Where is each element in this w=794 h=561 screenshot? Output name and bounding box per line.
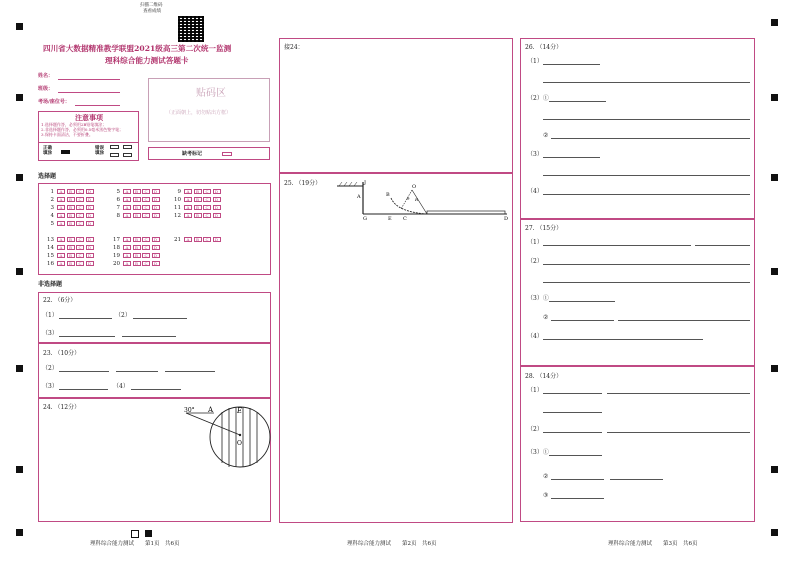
choice-bubble[interactable]: B [67,237,75,242]
hatch [349,182,352,186]
choice-bubble[interactable]: D [86,213,94,218]
q22-blank-2[interactable] [133,318,187,319]
choice-bubble[interactable]: A [123,245,131,250]
q28-title: 28. （14分） [525,373,563,380]
page-marker-solid [145,530,152,537]
choice-question-number: 15 [47,252,54,259]
q26-blank-2[interactable] [549,101,606,102]
choice-question-number: 7 [116,204,120,211]
q24-continued-box[interactable] [279,38,513,173]
q28-blank-3b[interactable] [551,479,604,480]
choice-question-number: 13 [47,236,54,243]
q22-blank-label: （1） [42,312,58,319]
page-footer: 理科综合能力测试 第2页 共6页 [347,541,437,547]
choice-bubble[interactable]: B [133,197,141,202]
q27-blank-label: ② [543,314,549,321]
choice-question-number: 16 [47,260,54,267]
choice-bubble[interactable]: B [194,213,202,218]
timing-mark [16,94,23,101]
q26-blank-2c[interactable] [551,138,750,139]
q22-blank-label: （3） [42,330,58,337]
q24-figure [184,403,284,473]
choice-bubble[interactable]: B [67,197,75,202]
choice-bubble[interactable]: D [152,237,160,242]
choice-bubble[interactable]: A [123,189,131,194]
choice-question-row [111,260,161,267]
q26-blank-1b[interactable] [543,82,750,83]
choice-bubble[interactable]: D [86,261,94,266]
timing-mark [771,529,778,536]
choice-bubble[interactable]: A [57,221,65,226]
page-title: 四川省大数据精准教学联盟2021级高三第二次统一监测 [43,44,232,53]
choice-bubble[interactable]: B [133,213,141,218]
choice-bubble[interactable]: C [203,213,211,218]
q28-blank-label: ③ [543,492,549,499]
choice-bubble[interactable]: B [194,197,202,202]
choice-bubble[interactable]: B [194,237,202,242]
q25-figure [335,176,510,226]
q23-box [38,343,271,398]
q28-blank-2b[interactable] [607,432,750,433]
section-non-choice-title: 非选择题 [38,281,63,288]
choice-bubble[interactable]: A [184,197,192,202]
choice-bubble[interactable]: A [123,237,131,242]
choice-question-row [111,212,161,219]
wrong-fill-label: 错误填涂 [95,146,104,156]
notes-box [38,111,139,161]
choice-bubble[interactable]: D [152,189,160,194]
q27-blank-2[interactable] [543,264,750,265]
absent-label: 缺考标记 [182,151,203,157]
choice-question-number: 2 [50,196,54,203]
q28-blank-3c[interactable] [610,479,663,480]
choice-bubble[interactable]: C [203,205,211,210]
name-field[interactable] [58,79,120,80]
q27-blank-1b[interactable] [695,245,750,246]
choice-question-row [111,188,161,195]
q26-blank-label: （1） [527,58,543,65]
page-footer: 理科综合能力测试 第3页 共6页 [608,541,698,547]
label-d: D [504,216,509,222]
choice-bubble[interactable]: B [67,253,75,258]
choice-question-row [111,252,161,259]
timing-mark [771,19,778,26]
field-e-label: E [237,407,243,415]
choice-bubble[interactable]: B [133,205,141,210]
q26-blank-label: （2）① [527,95,549,102]
q26-blank-label: ② [543,132,549,139]
choice-bubble[interactable]: D [152,197,160,202]
label-c: C [403,216,407,222]
choice-bubble[interactable]: A [123,253,131,258]
choice-bubble[interactable]: A [184,237,192,242]
q26-blank-1[interactable] [543,64,600,65]
choice-question-number: 11 [174,204,181,211]
page-subtitle: 理科综合能力测试答题卡 [105,56,189,65]
choice-bubble[interactable]: C [76,205,84,210]
timing-mark [771,174,778,181]
q25-box[interactable] [279,173,513,523]
q27-blank-3b[interactable] [551,320,614,321]
choice-bubble[interactable]: D [86,245,94,250]
choice-question-row [45,204,95,211]
notes-title: 注意事项 [75,113,103,122]
q27-blank-label: （2） [527,258,543,265]
choice-bubble[interactable]: D [86,221,94,226]
choice-question-row [172,212,222,219]
choice-bubble[interactable]: B [67,245,75,250]
choice-bubble[interactable]: C [142,261,150,266]
qr-code-icon [178,16,204,42]
choice-bubble[interactable]: D [213,205,221,210]
q23-blank-3[interactable] [165,371,215,372]
q22-blank-3[interactable] [59,336,115,337]
q23-blank-1[interactable] [59,371,109,372]
choice-question-number: 8 [116,212,120,219]
choice-question-number: 21 [174,236,181,243]
choice-bubble[interactable]: B [67,261,75,266]
page-footer: 理科综合能力测试 第1页 共6页 [90,541,180,547]
correct-fill-sample [61,150,70,154]
timing-mark [771,94,778,101]
barcode-title: 贴码区 [196,88,226,99]
q28-blank-3[interactable] [549,455,602,456]
choice-bubble[interactable]: C [76,253,84,258]
choice-question-number: 1 [50,188,54,195]
hatch [339,182,342,186]
wrong-fill-sample [123,145,132,149]
label-g: G [363,216,367,222]
choice-bubble[interactable]: A [184,205,192,210]
q23-blank-label: （2） [42,365,58,372]
choice-bubble[interactable]: B [133,261,141,266]
choice-bubble[interactable]: D [86,253,94,258]
class-label: 班级： [38,86,54,92]
wrong-fill-sample [110,145,119,149]
choice-bubble[interactable]: C [142,213,150,218]
q28-blank-1b[interactable] [607,393,750,394]
choice-question-number: 9 [177,188,181,195]
choice-bubble[interactable]: A [57,245,65,250]
q28-blank-2[interactable] [543,432,602,433]
choice-bubble[interactable]: B [67,205,75,210]
choice-question-number: 19 [113,252,120,259]
section-choice-title: 选择题 [38,173,57,180]
hatch [344,182,347,186]
choice-question-row [111,196,161,203]
q24-continued-title: 接24： [284,44,304,51]
label-o: O [412,184,417,190]
q26-box [520,38,755,219]
timing-mark [771,268,778,275]
timing-mark [771,466,778,473]
label-j: J [364,180,367,186]
correct-fill-label: 正确填涂 [43,146,52,156]
choice-bubble[interactable]: D [152,245,160,250]
q27-blank-4[interactable] [543,339,703,340]
choice-bubble[interactable]: D [152,205,160,210]
choice-bubble[interactable]: A [57,189,65,194]
choice-bubble[interactable]: B [67,213,75,218]
q28-blank-label: （1） [527,387,543,394]
choice-bubble[interactable]: A [57,237,65,242]
choice-question-row [111,244,161,251]
q27-title: 27. （15分） [525,225,563,232]
q26-blank-3[interactable] [543,157,600,158]
q27-blank-3c[interactable] [618,320,750,321]
timing-mark [771,365,778,372]
exam-seat-field[interactable] [75,105,120,106]
q27-blank-label: （3）① [527,295,549,302]
label-a: A [357,194,361,200]
choice-question-row [111,204,161,211]
class-field[interactable] [58,92,120,93]
choice-question-number: 18 [113,244,120,251]
timing-mark [16,268,23,275]
angle-label: 30° [184,407,195,414]
choice-bubble[interactable]: D [86,189,94,194]
choice-question-row [45,244,95,251]
choice-bubble[interactable]: C [76,245,84,250]
choice-question-row [172,188,222,195]
q22-blank-label: （2） [115,312,131,319]
choice-bubble[interactable]: D [213,197,221,202]
choice-bubble[interactable]: A [57,213,65,218]
q22-blank-4[interactable] [122,336,176,337]
choice-bubble[interactable]: B [133,189,141,194]
center-point [239,434,241,436]
choice-bubble[interactable]: C [76,213,84,218]
q23-blank-5[interactable] [131,389,181,390]
incident-ray [186,413,240,435]
choice-bubble[interactable]: C [142,189,150,194]
choice-bubble[interactable]: A [184,213,192,218]
exam-seat-label: 考场/座位号： [38,99,70,105]
choice-bubble[interactable]: C [76,197,84,202]
choice-question-number: 5 [116,188,120,195]
choice-bubble[interactable]: C [142,205,150,210]
choice-question-number: 3 [50,204,54,211]
q26-blank-label: （4） [527,188,543,195]
q26-blank-label: （3） [527,151,543,158]
q28-blank-1[interactable] [543,393,602,394]
choice-bubble[interactable]: A [123,197,131,202]
q27-blank-1[interactable] [543,245,691,246]
choice-bubble[interactable]: B [67,189,75,194]
barcode-area [148,78,270,142]
choice-bubble[interactable]: D [213,213,221,218]
choice-question-number: 10 [174,196,181,203]
choice-bubble[interactable]: B [67,221,75,226]
label-e: E [388,216,392,222]
q22-blank-1[interactable] [59,318,112,319]
choice-question-number: 4 [50,212,54,219]
choice-question-row [45,252,95,259]
notes-line: 2.非选择题作答，必须用0.5毫米黑色签字笔； [41,127,124,132]
timing-mark [16,529,23,536]
choice-bubble[interactable]: B [194,205,202,210]
choice-question-row [45,196,95,203]
point-o-label: O [237,440,242,447]
timing-mark [16,23,23,30]
choice-question-row [172,236,222,243]
choice-question-row [45,236,95,243]
choice-bubble[interactable]: D [86,197,94,202]
q27-blank-3[interactable] [549,301,615,302]
choice-bubble[interactable]: C [203,197,211,202]
choice-question-row [172,204,222,211]
choice-bubble[interactable]: A [57,205,65,210]
choice-bubble[interactable]: C [142,253,150,258]
choice-bubble[interactable]: D [152,253,160,258]
q28-blank-label: （2） [527,426,543,433]
q26-blank-4[interactable] [543,194,750,195]
choice-bubble[interactable]: B [133,245,141,250]
q23-title: 23. （10分） [43,350,81,357]
q22-box [38,292,271,343]
barcode-note: （正面朝上，切勿贴出方框） [166,110,232,116]
choice-bubble[interactable]: C [76,189,84,194]
q28-blank-1c[interactable] [543,412,602,413]
choice-question-row [172,196,222,203]
radius-line [412,190,427,214]
point-a-label: A [208,406,214,414]
qr-caption: 扫描二维码 [140,3,163,8]
q23-blank-2[interactable] [116,371,158,372]
q27-box [520,219,755,366]
choice-bubble[interactable]: C [76,237,84,242]
choice-question-row [111,236,161,243]
choice-bubble[interactable]: C [142,237,150,242]
choice-bubble[interactable]: A [123,213,131,218]
choice-question-row [45,220,95,227]
choice-bubble[interactable]: C [142,245,150,250]
choice-question-number: 5 [50,220,54,227]
choice-bubble[interactable]: A [184,189,192,194]
choice-bubble[interactable]: C [203,189,211,194]
choice-question-number: 20 [113,260,120,267]
choice-box [38,183,271,275]
choice-question-number: 17 [113,236,120,243]
q28-blank-label: ② [543,473,549,480]
choice-question-row [45,212,95,219]
q22-title: 22. （6分） [43,297,77,304]
choice-question-row [45,188,95,195]
q23-blank-label: （3） [42,383,58,390]
q27-blank-label: （1） [527,239,543,246]
choice-bubble[interactable]: D [213,189,221,194]
choice-question-number: 12 [174,212,181,219]
choice-bubble[interactable]: B [133,237,141,242]
choice-bubble[interactable]: C [142,197,150,202]
absent-box [148,147,270,160]
timing-mark [16,466,23,473]
choice-bubble[interactable]: C [76,221,84,226]
q27-blank-label: （4） [527,333,543,340]
choice-bubble[interactable]: C [203,237,211,242]
choice-bubble[interactable]: D [213,237,221,242]
timing-mark [16,365,23,372]
wrong-fill-sample [123,153,132,157]
page-marker-hollow [131,530,139,538]
absent-checkbox[interactable] [222,152,232,156]
choice-bubble[interactable]: A [123,205,131,210]
choice-question-row [45,260,95,267]
choice-question-number: 14 [47,244,54,251]
q28-blank-3d[interactable] [551,498,604,499]
q28-blank-label: （3）① [527,449,549,456]
q26-blank-3b[interactable] [543,175,750,176]
q24-title: 24. （12分） [43,404,81,411]
choice-bubble[interactable]: D [86,237,94,242]
q27-blank-2b[interactable] [543,282,750,283]
q23-blank-4[interactable] [59,389,108,390]
choice-bubble[interactable]: D [86,205,94,210]
choice-bubble[interactable]: A [57,197,65,202]
hatch [354,182,357,186]
choice-bubble[interactable]: A [123,261,131,266]
label-theta: θ [407,196,410,201]
q26-title: 26. （14分） [525,44,563,51]
q24-box[interactable] [38,398,271,522]
choice-bubble[interactable]: C [76,261,84,266]
q28-box [520,366,755,522]
q25-title: 25. （19分） [284,180,322,187]
choice-bubble[interactable]: D [152,261,160,266]
q23-blank-label: （4） [113,383,129,390]
choice-bubble[interactable]: B [133,253,141,258]
label-b: B [386,192,390,198]
qr-caption: 查看成绩 [143,9,161,14]
choice-bubble[interactable]: B [194,189,202,194]
wrong-fill-sample [110,153,119,157]
name-label: 姓名： [38,73,54,79]
timing-mark [16,174,23,181]
choice-bubble[interactable]: A [57,261,65,266]
q26-blank-2b[interactable] [543,119,750,120]
label-r: R [415,197,419,202]
choice-bubble[interactable]: A [57,253,65,258]
notes-line: 3.保持卡面清洁，不要折叠。 [41,132,93,137]
choice-question-number: 6 [116,196,120,203]
field-circle [210,407,270,467]
notes-line: 1.选择题作答，必须用2B铅笔填涂； [41,122,107,127]
choice-bubble[interactable]: D [152,213,160,218]
